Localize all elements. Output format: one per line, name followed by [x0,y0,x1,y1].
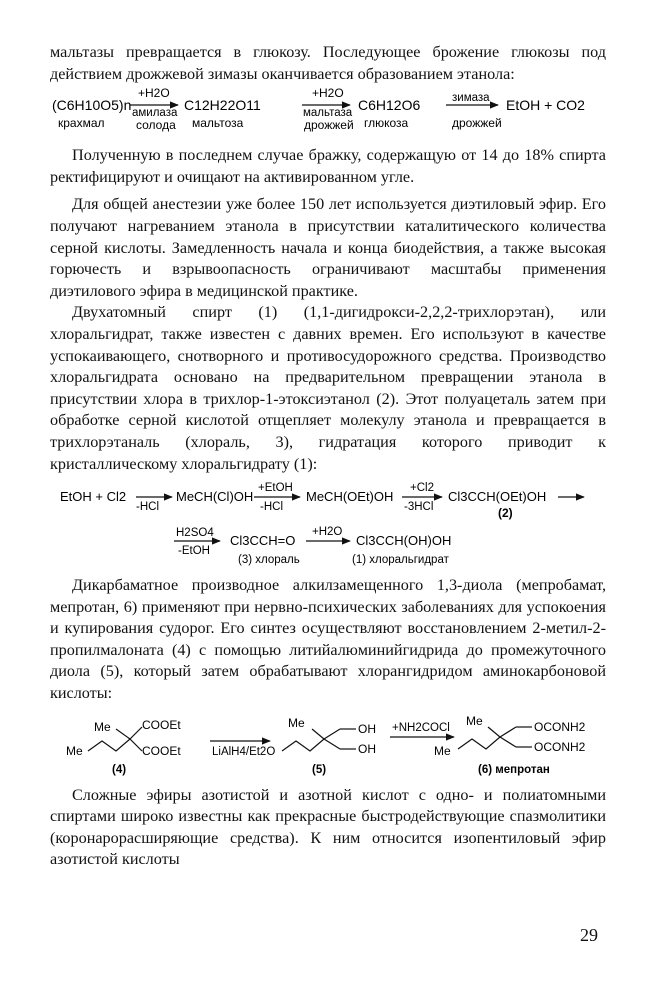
intermediate-3-number: (2) [498,506,513,521]
c6-me-top: Me [466,713,483,728]
products-formula: EtOH + CO2 [506,97,585,114]
label-5: (5) [312,763,327,776]
scheme-3-drawing [50,709,606,777]
compound-4 [66,718,181,776]
c5-me: Me [288,715,305,730]
a2-bottom: -HCl [260,501,283,514]
hydrate-formula: Cl3CCH(OH)OH [356,533,452,549]
a2-top: +EtOH [258,482,293,495]
scheme-2-drawing [50,481,606,571]
page-number: 29 [580,925,598,945]
maltose-label: мальтоза [192,116,244,131]
reagent-lialh4: LiAlH4/Et2O [212,745,276,758]
c6-me-bottom: Me [434,743,451,758]
scheme-chloral-hydrate [50,481,606,571]
a5-top: +H2O [312,526,343,539]
a3-bottom: -3HCl [404,501,434,514]
label-4: (4) [112,763,127,776]
paragraph-nitrites: Сложные эфиры азотистой и азотной кислот с одно- и полиатомными спиртами широко известны как прекрасные быстродействующие спазмолитики (коронарорасширяющие средства). К ним относится изопентиловый эфир азотистой кислоты [50,785,606,869]
c4-me-bottom: Me [66,743,83,758]
paragraph-chloral-hydrate: Двухатомный спирт (1) (1,1-дигидрокси-2,2,2-трихлорэтан), или хлоральгидрат, также известен с давних времен. Его используют в качестве успокаивающего, снотворного и противосудорожного средства. Производство хлоральгидрата основано на предварительном превращении этанола в присутствии хлора в трихлор-1-этоксиэтанол (2). Этот полуацеталь затем при обработке серной кислотой отщепляет молекулу этанола и превращается в трихлорэтаналь (хлораль, 3), гидратация которого приводит к кристаллическому хлоральгидрату (1): [50,303,606,473]
a1-bottom: -HCl [136,501,159,514]
a4-bottom: -EtOH [178,545,210,558]
step2-under: дрожжей [304,118,354,133]
starch-formula: (C6H10O5)n [52,97,132,114]
step3-under: дрожжей [452,116,502,131]
label-6: (6) мепротан [478,763,550,776]
compound-6 [434,714,586,776]
paragraph-brew: Полученную в последнем случае бражку, содержащую от 14 до 18% спирта ректифицируют и очищают на активированном угле. [50,146,606,186]
a4-top: H2SO4 [176,527,214,540]
scheme-meprobamate [50,709,606,777]
step1-under: солода [136,118,176,133]
scheme-starch-fermentation [50,85,606,137]
c4-cooet-bottom: COOEt [142,743,181,758]
compound-5 [282,716,376,776]
c6-oconh2-top: OCONH2 [534,719,586,734]
paragraph-diethyl-ether: Для общей анестезии уже более 150 лет используется диэтиловый эфир. Его получают нагреванием этанола в присутствии каталитического количества серной кислоты. Замедленность начала и конца биодействия, а также высокая горючесть и взрывоопасность ограничивают масштабы применения диэтилового эфира в медицинской практике. [50,195,606,300]
page-content [50,42,606,871]
step3-top: зимаза [452,92,490,105]
glucose-label: глюкоза [364,116,409,131]
intermediate-2: MeCH(OEt)OH [306,489,394,505]
step1-top: +H2O [138,86,170,101]
scheme-1-drawing [50,85,606,137]
step2-bottom: мальтаза [303,107,353,120]
reagent-carbamoyl: +NH2COCl [392,721,450,734]
paragraph-meprobamate: Дикарбаматное производное алкилзамещенного 1,3-диола (мепробамат, мепротан, 6) применяют при нервно-психических заболеваниях для успокоения и купирования судорог. Его синтез осуществляют восстановлением 2-метил-2-пропилмалоната (4) с помощью литийалюминийгидрида до промежуточного диола (5), который затем обрабатывают хлорангидридом аминокарбоновой кислоты: [50,576,606,703]
glucose-formula: C6H12O6 [358,97,421,114]
maltose-formula: C12H22O11 [184,97,261,114]
chloral-formula: Cl3CCH=O [230,533,296,549]
c4-me-top: Me [94,719,111,734]
c5-oh-bottom: OH [358,741,376,756]
c6-oconh2-bottom: OCONH2 [534,739,586,754]
paragraph-maltose-glucose: мальтазы превращается в глюкозу. Последующее брожение глюкозы под действием дрожжевой зимазы оканчивается образованием этанола: [50,43,606,83]
hydrate-label: (1) хлоральгидрат [352,554,449,567]
step1-bottom: амилаза [132,107,178,120]
c4-cooet-top: COOEt [142,717,181,732]
intermediate-3: Cl3CCH(OEt)OH [448,489,547,505]
step2-top: +H2O [312,86,344,101]
a3-top: +Cl2 [410,482,434,495]
reactants: EtOH + Cl2 [60,489,127,505]
starch-label: крахмал [58,116,105,131]
chloral-label: (3) хлораль [238,554,300,567]
intermediate-1: MeCH(Cl)OH [176,489,254,505]
c5-oh-top: OH [358,721,376,736]
